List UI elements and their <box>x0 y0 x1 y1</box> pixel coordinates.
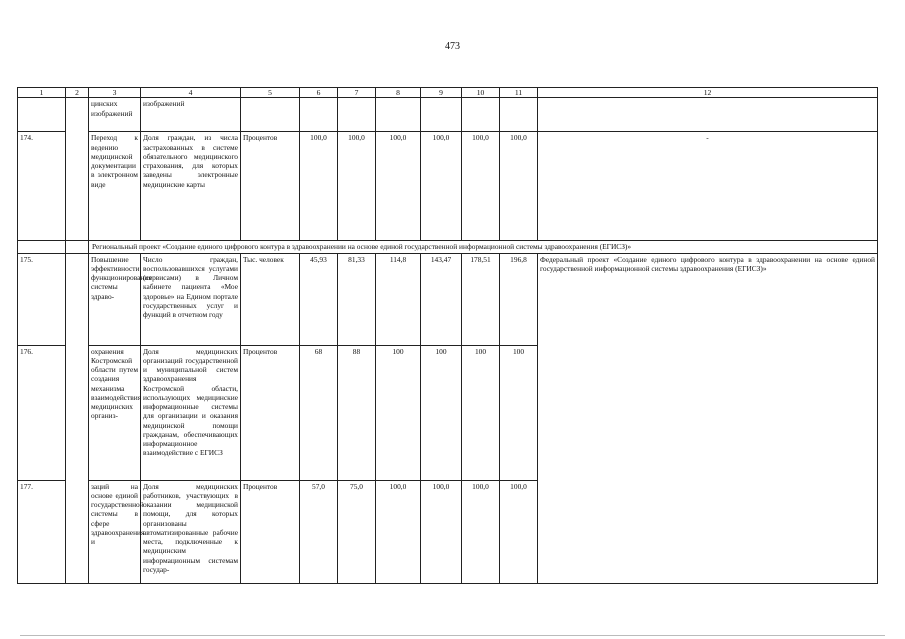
cell-value: 100 <box>462 345 500 480</box>
cell-value: 100 <box>376 345 421 480</box>
cell-source: - <box>538 132 878 241</box>
cell-value: 100 <box>421 345 462 480</box>
cell-value: 178,51 <box>462 253 500 345</box>
column-header: 9 <box>421 88 462 98</box>
header-row <box>18 88 878 98</box>
cell-indicator: Доля граждан, из числа застрахованных в системе обязательного медицинского страхования, для которых заведены электронные медицинские карты <box>141 132 241 241</box>
page-number: 473 <box>445 41 460 52</box>
cell-value: 100,0 <box>500 480 538 583</box>
cell-value: 57,0 <box>300 480 338 583</box>
cell-value: 68 <box>300 345 338 480</box>
cell-unit: Процентов <box>241 132 300 241</box>
cell-task: Переход к ведению медицинской документации в электронном виде <box>89 132 141 241</box>
cell-value: 45,93 <box>300 253 338 345</box>
row-number: 176. <box>18 345 66 480</box>
cell-value: 100 <box>500 345 538 480</box>
column-header: 7 <box>338 88 376 98</box>
cell-task: охранения Костромской области путем создания механизма взаимодействия медицинских организ- <box>89 345 141 480</box>
column-header: 10 <box>462 88 500 98</box>
cell-indicator: Доля медицинских работников, участвующих в оказании медицинской помощи, для которых организованы автоматизированные рабочие места, подключенные к медицинским информационным системам государ- <box>141 480 241 583</box>
column-header: 4 <box>141 88 241 98</box>
cell-value: 143,47 <box>421 253 462 345</box>
cell-value: 100,0 <box>421 132 462 241</box>
cell-value: 100,0 <box>376 132 421 241</box>
cell-unit: Процентов <box>241 345 300 480</box>
cell-task: цинских изображений <box>89 98 141 132</box>
page-bottom-rule <box>20 635 885 636</box>
cell-source: Федеральный проект «Создание единого цифрового контура в здравоохранении на основе единой государственной информационной системы здравоохранения (ЕГИСЗ)» <box>538 253 878 583</box>
row-number: 177. <box>18 480 66 583</box>
column-header: 11 <box>500 88 538 98</box>
cell-value: 196,8 <box>500 253 538 345</box>
column-header: 2 <box>66 88 89 98</box>
column-header: 12 <box>538 88 878 98</box>
table-row-175 <box>18 253 878 345</box>
cell-unit: Тыс. человек <box>241 253 300 345</box>
cell-value: 88 <box>338 345 376 480</box>
cell-value: 100,0 <box>300 132 338 241</box>
section-row <box>18 241 878 253</box>
cell-value: 100,0 <box>462 132 500 241</box>
cell-indicator: Число граждан, воспользовавшихся услугами (сервисами) в Личном кабинете пациента «Мое здоровье» на Едином портале государственных услуг и функций в отчетном году <box>141 253 241 345</box>
row-number: 175. <box>18 253 66 345</box>
cell-task: заций на основе единой государственной системы в сфере здравоохранения и <box>89 480 141 583</box>
table-row-continuation <box>18 98 878 132</box>
cell-task: Повышение эффективности функционирования системы здраво- <box>89 253 141 345</box>
cell-value: 100,0 <box>500 132 538 241</box>
cell-value: 100,0 <box>421 480 462 583</box>
section-title: Региональный проект «Создание единого цифрового контура в здравоохранении на основе единой государственной информационной системы здравоохранения (ЕГИСЗ)» <box>89 241 878 253</box>
cell-unit: Процентов <box>241 480 300 583</box>
cell-value: 114,8 <box>376 253 421 345</box>
row-number: 174. <box>18 132 66 241</box>
table-row-174 <box>18 132 878 241</box>
column-header: 5 <box>241 88 300 98</box>
column-header: 3 <box>89 88 141 98</box>
cell-value: 100,0 <box>376 480 421 583</box>
cell-indicator: Доля медицинских организаций государственной и муниципальной систем здравоохранения Костромской области, использующих медицинские информационные системы для организации и оказания медицинской помощи гражданам, обеспечивающих информационное взаимодействие с ЕГИСЗ <box>141 345 241 480</box>
column-header: 1 <box>18 88 66 98</box>
cell-value: 75,0 <box>338 480 376 583</box>
cell-indicator: изображений <box>141 98 241 132</box>
column-header: 6 <box>300 88 338 98</box>
column-header: 8 <box>376 88 421 98</box>
indicator-table <box>17 87 878 584</box>
cell-value: 100,0 <box>462 480 500 583</box>
cell-value: 100,0 <box>338 132 376 241</box>
cell-value: 81,33 <box>338 253 376 345</box>
